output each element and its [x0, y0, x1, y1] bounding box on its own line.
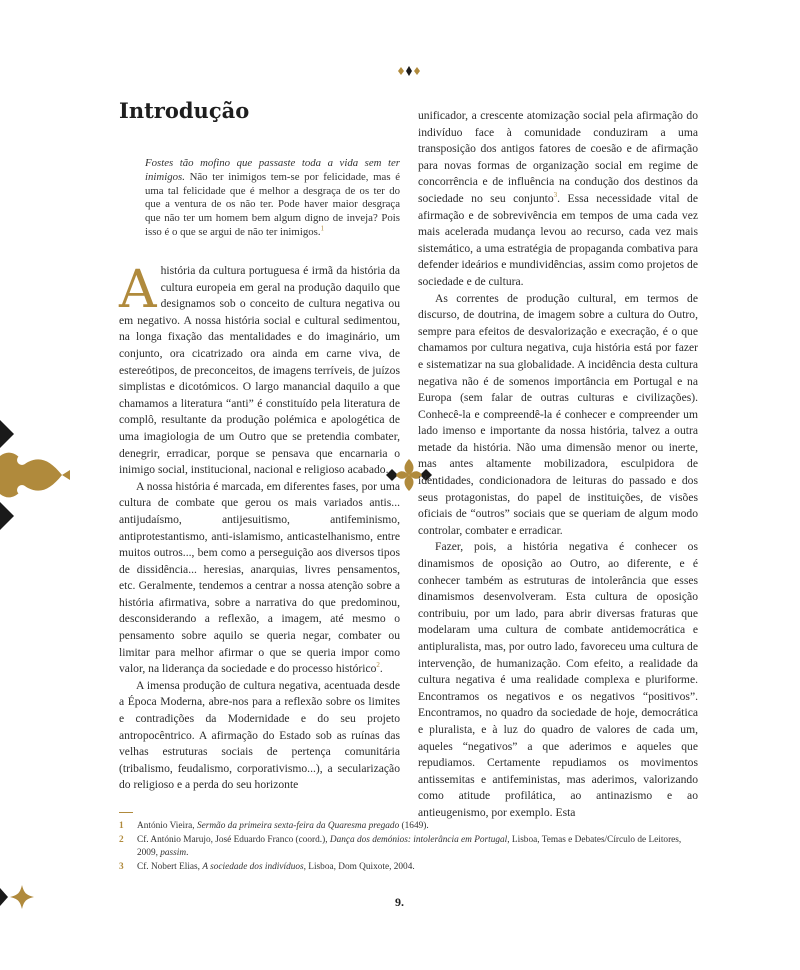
footnote-part: , Lisboa, Dom Quixote, 2004. [303, 862, 415, 872]
page-number: 9. [395, 895, 404, 909]
footnotes [119, 820, 699, 875]
footnote-number: 1 [119, 821, 124, 831]
epigraph [145, 157, 400, 240]
paragraph: As correntes de produção cultural, em termos de discurso, de doutrina, de imagem sobre a cultura do Outro, sempre para efeitos de desvalorização e execração, é o que chamamos por cultura negativa, cuja história está por fazer e sistematizar na sua globalidade. A incidência desta cultura negativa não é de somenos importância em Portugal e na Europa (sem falar de outras culturas e civilizações). Conhecê-la e compreendê-la é conhecer e compreender um lado imenso e importante da nossa história, talvez a outra metade da história. Não uma dimensão menor ou inerte, mas antes altamente mobilizadora, esculpidora de identidades, condicionadora de leituras do passado e dos seus protagonistas, do papel de instituições, de visões oficiais de “outros” sociais que se queriam de algum modo controlar, combater e erradicar. [418, 291, 698, 537]
footnote-ref: 1 [320, 224, 325, 233]
drop-cap: A [119, 260, 157, 320]
footnote-ref: 3 [553, 191, 558, 200]
footnote-part: António Vieira, [137, 821, 197, 831]
footnote [119, 834, 699, 860]
paragraph: Fazer, pois, a história negativa é conhecer os dinamismos de oposição ao Outro, ao diferente, e é conhecer também as estruturas de intolerância que esses dinamismos desenvolveram. Esta cultura de oposição contribuiu, por um lado, para abrir diversas fraturas que modelaram uma cultura de combate antidemocrática e antipluralista, mas, por outro lado, favoreceu uma cultura de intervenção, de humanização. Com efeito, a realidade da cultura negativa é uma realidade complexa e pluriforme. Encontramos os negativos e os negativos “positivos”. Encontramos, no quadro da sociedade de hoje, democrática e pluralista, e à luz do quadro de valores de cada um, aqueles “negativos” a que aderimos e aqueles que repudiamos. Certamente repudiamos os movimentos antissemitas e antifeministas, mas aderimos, valorizando como atitude profilática, ao antinazismo e ao antieugenismo, por exemplo. Esta [418, 540, 698, 819]
footnote [119, 861, 699, 874]
paragraph: A imensa produção de cultura negativa, acentuada desde a Época Moderna, abre-nos para a reflexão sobre os limites e contradições da Modernidade e do seu projeto antropocêntrico. A afirmação do Estado sob as ruínas das velhas estruturas sociais de pertença comunitária (tribalismo, feudalismo, corporativismo...), a secularização do religioso e a perda do seu horizonte [119, 678, 400, 792]
epigraph-quote: Fostes tão mofino que passaste toda a vida sem ter inimigos. [145, 157, 400, 183]
footnote-part: (1649). [399, 821, 429, 831]
footnote-part: . [186, 848, 189, 858]
footnote-title: Dança dos demónios: intolerância em Portugal [329, 835, 508, 845]
footnote-part: passim [160, 848, 187, 858]
paragraph: . Essa necessidade vital de afirmação e de sobrevivência em tempos de uma cada vez mais acelerada mudança levou ao recurso, cada vez mais sistemático, a uma estratégia de propaganda combativa para defender ideários e mundividências, assim como projetos de sociedade e de cultura. [418, 191, 698, 288]
paragraph: história da cultura portuguesa é irmã da história da cultura europeia em geral na produção daquilo que designamos sob o conceito de cultura negativa ou em negativo. A nossa história social e cultural sedimentou, na longa fixação das mentalidades e do imaginário, um conjunto, ora cicatrizado ora ainda em carne viva, de estereótipos, de preconceitos, de imagens terríveis, de juízos simplistas e dicotómicos. O largo manancial daquilo a que chamamos a literatura “anti” é constituído pela literatura de complô, resultante da produção polémica e apologética de uma imagiologia de um Outro que se pretendia combater, denegrir, erradicar, porque se pensava que encarnaria o inimigo social, institucional, nacional e religioso acabado. [119, 264, 400, 477]
footnote [119, 820, 699, 833]
page-title: Introdução [119, 98, 250, 123]
diamond-ornament-icon [0, 882, 40, 912]
fleur-de-lis-ornament-icon [0, 420, 70, 530]
footnote-number: 2 [119, 835, 124, 845]
epigraph-text: Não ter inimigos tem-se por felicidade, mas é uma tal felicidade que é melhor a desgraça de os ter do que a ventura de os não ter. Pode haver maior desgraça que não ter um homem bem algum digno de inveja? Pois isso é o que se argui de não ter inimigos. [145, 170, 400, 238]
footnote-part: Cf. António Marujo, José Eduardo Franco (coord.), [137, 835, 330, 845]
right-column [418, 108, 698, 822]
footnote-number: 3 [119, 862, 124, 872]
left-column [119, 260, 400, 794]
footnote-title: Sermão da primeira sexta-feira da Quaresma pregado [196, 821, 400, 831]
paragraph: unificador, a crescente atomização social pela afirmação do indivíduo face à comunidade conduziram a uma transposição dos antigos fatores de coesão e de afirmação para novas formas de organização social em regime de concorrência e de influência na condução dos destinos da sociedade no seu conjunto [418, 109, 698, 205]
footnote-title: A sociedade dos indivíduos [202, 862, 304, 872]
footnote-text [137, 861, 415, 874]
footnote-part: , Lisboa, Temas e Debates/Círculo de Leitores, 2009, [137, 835, 682, 858]
footnote-text [137, 834, 699, 860]
footnote-divider [119, 812, 133, 813]
footnote-text [137, 820, 429, 833]
paragraph-end: . [379, 662, 383, 676]
paragraph: A nossa história é marcada, em diferentes fases, por uma cultura de combate que gerou os mais variados antis... antijudaísmo, antijesuitismo, antifeminismo, antiprotestantismo, anti-islamismo, anticastelhanismo, entre muitos outros..., bem como a perseguição aos diversos tipos de dissidência... heresias, anarquias, livres pensamentos, etc. Geralmente, tendemos a centrar a nossa atenção sobre a história afirmativa, sobre a narrativa do que predominou, desconsiderando a reflexão, a imagem, até mesmo o pensamento sobre aquilo se queria negar, combater ou limitar para melhor afirmar o que se queria impor como valor, na liderança da sociedade e do processo histórico [119, 479, 400, 676]
footnote-ref: 2 [376, 661, 380, 670]
footnote-part: Cf. Nobert Elias, [137, 862, 203, 872]
diamond-ornament-icon [394, 64, 424, 78]
